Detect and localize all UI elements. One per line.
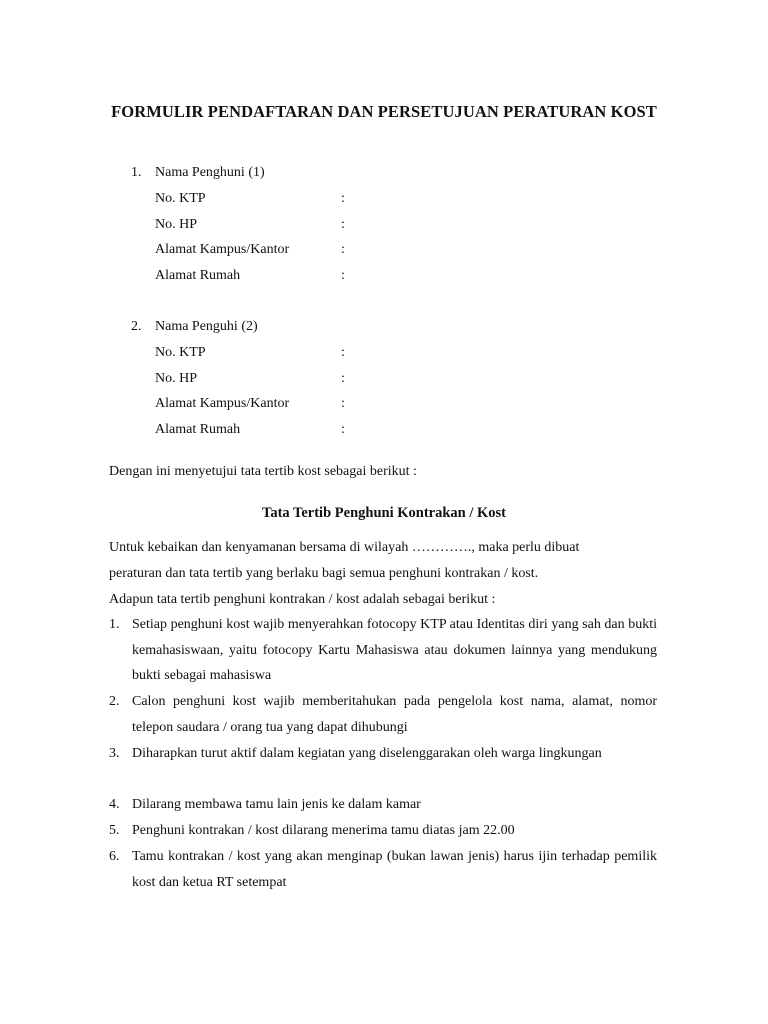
rule-item [109, 741, 657, 767]
paragraph-line: Untuk kebaikan dan kenyamanan bersama di wilayah …………., maka perlu dibuat [109, 540, 580, 555]
occupant-number: 2. [131, 319, 142, 334]
occupant-name-label: Nama Penghuni (1) [155, 165, 265, 180]
rule-number: 4. [109, 797, 120, 812]
occupant-section-1 [131, 163, 345, 291]
field-label: No. KTP [155, 345, 206, 360]
paragraph-line: Adapun tata tertib penghuni kontrakan / kost adalah sebagai berikut : [109, 592, 496, 607]
rule-number: 3. [109, 746, 120, 761]
rule-item [109, 612, 657, 689]
agreement-statement: Dengan ini menyetujui tata tertib kost sebagai berikut : [109, 464, 417, 479]
field-campus-address [131, 394, 345, 420]
field-separator: : [341, 421, 345, 437]
rule-text: Penghuni kontrakan / kost dilarang menerima tamu diatas jam 22.00 [132, 823, 515, 838]
field-label: No. HP [155, 216, 198, 232]
field-home-address [131, 420, 345, 446]
field-separator: : [341, 191, 345, 206]
field-separator: : [341, 370, 345, 386]
field-label: Alamat Rumah [155, 421, 241, 437]
rule-number: 2. [109, 694, 120, 709]
rule-number: 6. [109, 849, 120, 864]
occupant-name-label: Nama Penguhi (2) [155, 319, 258, 334]
field-ktp [131, 189, 345, 215]
field-campus-address [131, 240, 345, 266]
paragraph-line: peraturan dan tata tertib yang berlaku bagi semua penghuni kontrakan / kost. [109, 566, 539, 581]
occupant-section-2 [131, 317, 345, 445]
field-ktp [131, 343, 345, 369]
occupant-heading [131, 317, 345, 343]
occupant-number: 1. [131, 165, 142, 180]
field-hp [131, 369, 345, 395]
field-hp [131, 215, 345, 241]
field-home-address [131, 266, 345, 292]
rule-item [109, 818, 657, 844]
rules-title: Tata Tertib Penghuni Kontrakan / Kost [261, 505, 506, 521]
field-separator: : [341, 216, 345, 232]
field-label: Alamat Rumah [155, 267, 241, 283]
field-separator: : [341, 267, 345, 283]
rule-item [109, 844, 657, 895]
field-separator: : [341, 345, 345, 360]
field-label: No. KTP [155, 191, 206, 206]
rule-number: 5. [109, 823, 120, 838]
rule-number: 1. [109, 617, 120, 632]
field-separator: : [341, 396, 345, 412]
rule-text: Setiap penghuni kost wajib menyerahkan fotocopy KTP atau Identitas diri yang sah dan bukti kemahasiswaan, yaitu fotocopy Kartu Mahasiswa atau dokumen lainnya yang mendukung bukti sebagai mahasiswa [132, 617, 657, 684]
page-title: FORMULIR PENDAFTARAN DAN PERSETUJUAN PERATURAN KOST [111, 102, 657, 121]
rule-item [109, 792, 657, 818]
field-separator: : [341, 242, 345, 258]
occupant-heading [131, 163, 345, 189]
rule-text: Tamu kontrakan / kost yang akan menginap (bukan lawan jenis) harus ijin terhadap pemilik kost dan ketua RT setempat [132, 849, 657, 890]
rule-text: Calon penghuni kost wajib memberitahukan pada pengelola kost nama, alamat, nomor telepon saudara / orang tua yang dapat dihubungi [132, 694, 657, 735]
rule-item [109, 689, 657, 740]
field-label: No. HP [155, 370, 198, 386]
rule-text: Diharapkan turut aktif dalam kegiatan yang diselenggarakan oleh warga lingkungan [132, 746, 602, 761]
field-label: Alamat Kampus/Kantor [155, 242, 290, 258]
rule-text: Dilarang membawa tamu lain jenis ke dalam kamar [132, 797, 421, 812]
field-label: Alamat Kampus/Kantor [155, 396, 290, 412]
